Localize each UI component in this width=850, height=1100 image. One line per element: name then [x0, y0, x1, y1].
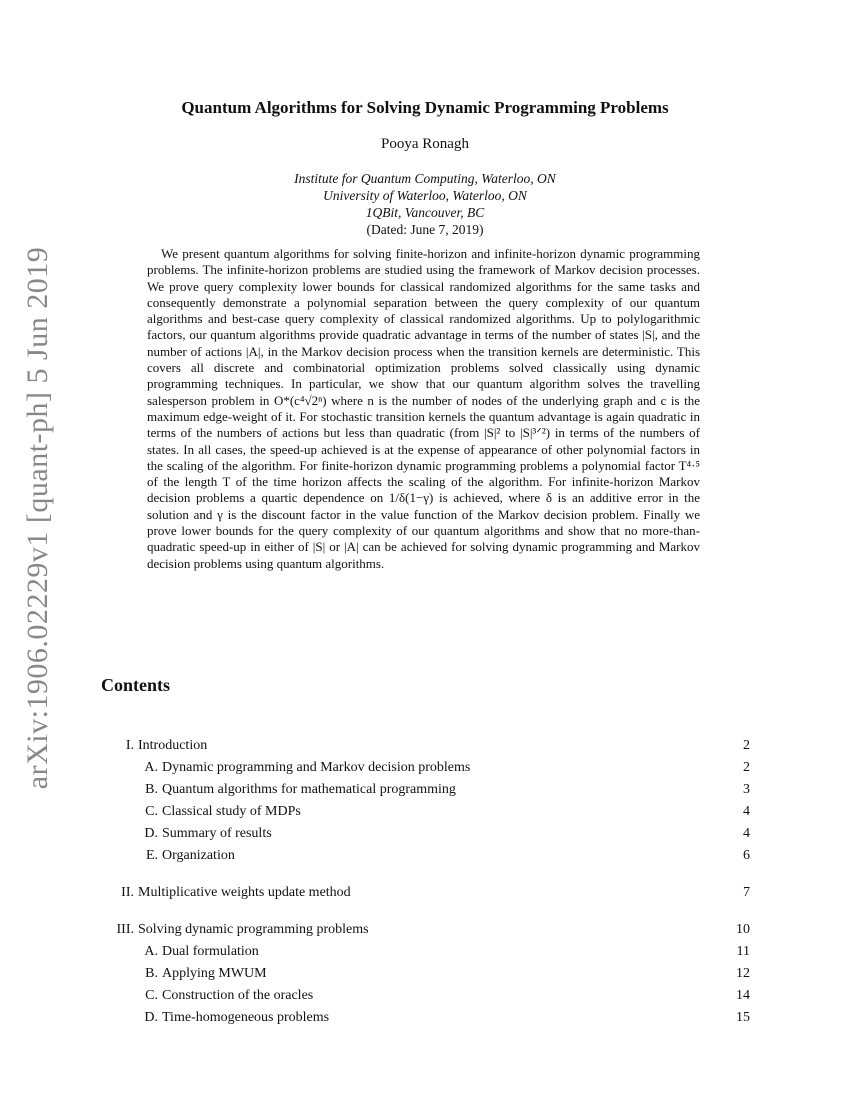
toc-entry[interactable] [100, 985, 750, 1007]
toc-page: 4 [743, 804, 750, 819]
toc-label: Dynamic programming and Markov decision problems [162, 760, 471, 775]
toc-number: III. [116, 922, 134, 937]
affiliation: Institute for Quantum Computing, Waterloo, ON [294, 171, 556, 186]
affiliation: University of Waterloo, Waterloo, ON [323, 188, 527, 203]
toc-page: 14 [736, 988, 750, 1003]
toc-label: Multiplicative weights update method [138, 885, 351, 900]
toc-number: D. [144, 826, 158, 841]
affiliation: 1QBit, Vancouver, BC [365, 205, 485, 220]
toc-number: E. [145, 848, 158, 863]
toc-number: II. [121, 885, 134, 900]
toc-entry[interactable] [100, 735, 750, 757]
toc-page: 6 [743, 848, 750, 863]
toc-entry[interactable] [100, 941, 750, 963]
toc-label: Quantum algorithms for mathematical programming [162, 782, 456, 797]
affiliations [0, 170, 850, 238]
toc-entry[interactable] [100, 845, 750, 867]
toc-label: Organization [162, 848, 235, 863]
toc-label: Solving dynamic programming problems [138, 922, 369, 937]
toc-label: Summary of results [162, 826, 272, 841]
toc-number: A. [144, 760, 158, 775]
dated-line: (Dated: June 7, 2019) [366, 222, 484, 237]
toc-label: Introduction [138, 738, 208, 753]
toc-entry[interactable] [100, 823, 750, 845]
toc-number: D. [144, 1010, 158, 1025]
toc-label: Time-homogeneous problems [162, 1010, 330, 1025]
arxiv-identifier [8, 246, 68, 790]
arxiv-identifier-text: arXiv:1906.02229v1 [quant-ph] 5 Jun 2019 [21, 246, 54, 790]
toc-entry[interactable] [100, 801, 750, 823]
abstract: We present quantum algorithms for solving finite-horizon and infinite-horizon dynamic programming problems. The infinite-horizon problems are studied using the framework of Markov decision processes. We prove query complexity lower bounds for classical randomized algorithms for the same tasks and consequently demonstrate a polynomial separation between the query complexity of our quantum algorithms and best-case query complexity of classical randomized algorithms. Up to polylogarithmic factors, our quantum algorithms provide quadratic advantage in terms of the number of states |S|, and the number of actions |A|, in the Markov decision process when the transition kernels are deterministic. This covers all discrete and combinatorial optimization problems solved classically using dynamic programming techniques. In particular, we show that our quantum algorithm solves the travelling salesperson problem in O*(c⁴√2ⁿ) where n is the number of nodes of the underlying graph and c is the maximum edge-weight of it. For stochastic transition kernels the quantum advantage is again quadratic in terms of the numbers of actions but less than quadratic (from |S|² to |S|³ᐟ²) in terms of the numbers of states. In all cases, the speed-up achieved is at the expense of appearance of other polynomial factors in the scaling of the algorithm. For finite-horizon dynamic programming problems a polynomial factor T⁴·⁵ of the length T of the time horizon affects the scaling of the algorithm. For infinite-horizon Markov decision problems a quartic dependence on 1/δ(1−γ) is achieved, where δ is an additive error in the solution and γ is the discount factor in the value function of the Markov decision problem. Finally we prove lower bounds for the query complexity of our quantum algorithms and show that no more-than-quadratic speed-up in either of |S| or |A| can be achieved for solving dynamic programming and Markov decision problems using quantum algorithms. [147, 246, 700, 571]
toc-entry[interactable] [100, 1007, 750, 1029]
toc-number: I. [125, 738, 134, 753]
toc-number: C. [145, 804, 158, 819]
toc-page: 7 [743, 885, 750, 900]
toc-label: Applying MWUM [162, 966, 267, 981]
toc-label: Classical study of MDPs [162, 804, 301, 819]
toc-number: A. [144, 944, 158, 959]
author-name: Pooya Ronagh [381, 136, 469, 152]
table-of-contents [100, 735, 750, 1029]
toc-entry[interactable] [100, 882, 750, 904]
toc-label: Dual formulation [162, 944, 259, 959]
paper-title: Quantum Algorithms for Solving Dynamic Programming Problems [181, 98, 669, 117]
toc-entry[interactable] [100, 779, 750, 801]
toc-entry[interactable] [100, 919, 750, 941]
toc-page: 15 [736, 1010, 750, 1025]
toc-label: Construction of the oracles [162, 988, 314, 1003]
toc-page: 4 [743, 826, 750, 841]
toc-number: B. [145, 966, 158, 981]
toc-entry[interactable] [100, 757, 750, 779]
toc-page: 12 [736, 966, 750, 981]
toc-page: 10 [736, 922, 750, 937]
toc-page: 11 [736, 944, 750, 959]
contents-heading: Contents [101, 675, 171, 695]
toc-page: 2 [743, 738, 750, 753]
toc-page: 2 [743, 760, 750, 775]
toc-page: 3 [743, 782, 750, 797]
toc-number: C. [145, 988, 158, 1003]
toc-number: B. [145, 782, 158, 797]
toc-entry[interactable] [100, 963, 750, 985]
